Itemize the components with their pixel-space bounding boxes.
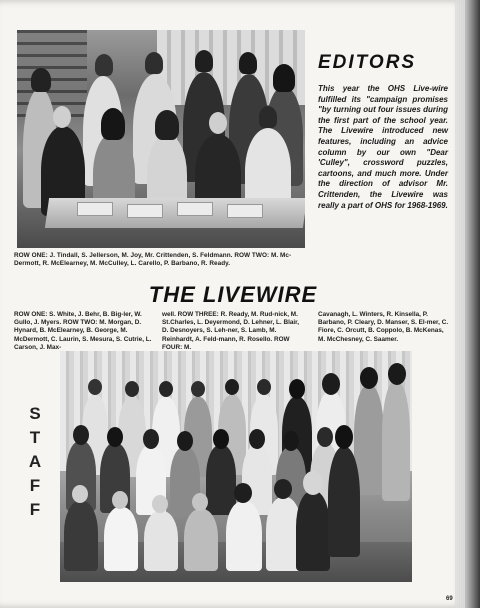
person-head [155,110,179,140]
person-head [388,363,406,385]
person-head [213,429,229,449]
person-head [273,64,295,92]
person-head [159,381,173,397]
person-head [195,50,213,72]
person-head [192,493,208,511]
person-head [225,379,239,395]
page-edge [455,0,465,608]
person-head [259,106,277,128]
person-figure [144,511,178,571]
person-figure [206,445,236,515]
person-head [177,431,193,451]
person-figure [382,381,410,501]
editors-photo [17,30,305,248]
staff-caption-col-1: ROW ONE: S. White, J. Behr, B. Big-ler, W. Gullo, J. Myers. ROW TWO: M. Morgan, D. Hynard, B. McElearney, B. George, M. McDermott, C. Laurin, S. Mesura, S. Cutrie, L. Carson, J. Max- [14,311,152,351]
person-figure [328,447,360,557]
person-head [125,381,139,397]
person-figure [104,507,138,571]
staff-vertical-label [26,402,44,522]
editors-text: This year the OHS Live-wire fulfilled its "campaign promises "by turning out four issues during the first part of the school year. The Livewire introduced new features, including an advice column by our own "Dear 'Culley", crossword puzzles, cartoons, and much more. Under the direction of advisor Mr. Crittenden, the Livewire was really a part of OHS for 1968-1969. [318,84,448,210]
person-head [101,108,125,140]
person-head [145,52,163,74]
person-head [239,52,257,74]
person-head [257,379,271,395]
person-head [72,485,88,503]
newspaper [177,202,213,216]
person-head [274,479,292,499]
book-spine [466,0,480,608]
person-head [73,425,89,445]
staff-letter: F [29,476,41,495]
person-head [289,379,305,399]
person-head [31,68,51,92]
person-head [360,367,378,389]
newspaper [127,204,163,218]
page-title: THE LIVEWIRE [148,282,318,307]
person-head [335,425,353,449]
person-head [53,106,71,128]
editors-caption: ROW ONE: J. Tindall, S. Jellerson, M. Joy, Mr. Crittenden, S. Feldmann. ROW TWO: M. Mc-Dermott, R. McElearney, M. McCulley, L. Carello, P. Barbano, R. Ready. [14,252,292,267]
staff-letter: A [28,452,42,471]
person-figure [296,491,330,571]
staff-caption-col-3: Cavanagh, L. Winters, R. Kinsella, P. Barbano, P. Cleary, D. Manser, S. El-mer, C. Fiore, C. Orcutt, B. Coppolo, B. McKenas, M. McChesney, C. Saamer. [318,311,449,343]
person-head [143,429,159,449]
person-figure [226,501,262,571]
person-head [191,381,205,397]
person-head [317,427,333,447]
person-head [107,427,123,447]
person-head [88,379,102,395]
person-head [209,112,227,134]
page-number: 69 [446,596,453,602]
editors-heading: EDITORS [318,52,417,73]
person-head [95,54,113,76]
person-head [303,471,323,495]
person-figure [184,509,218,571]
staff-letter: F [29,500,41,519]
person-head [283,431,299,451]
staff-photo [60,351,412,582]
person-head [112,491,128,509]
person-figure [64,501,98,571]
person-head [152,495,168,513]
person-head [234,483,252,503]
staff-letter: S [29,404,41,423]
staff-letter: T [29,428,41,447]
newspaper [227,204,263,218]
person-head [322,373,340,395]
newspaper [77,202,113,216]
staff-caption-col-2: well. ROW THREE: R. Ready, M. Rud-nick, M. St.Charles, L. Deyermond, D. Lehner, L. Blair, D. Desnoyers, S. Leh-ner, S. Lamb, M. Reinhardt, A. Feld-mann, R. Rosello. ROW FOUR: M. [162,311,300,351]
person-head [249,429,265,449]
